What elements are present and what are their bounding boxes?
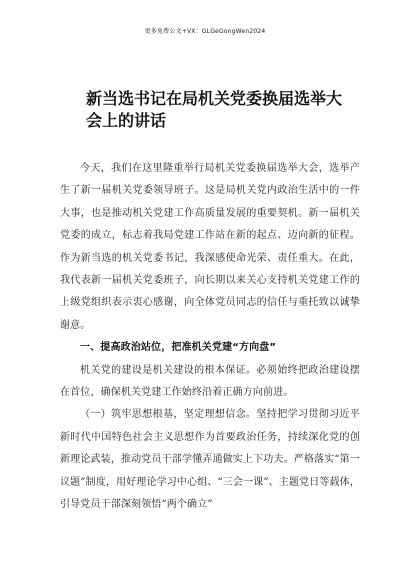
paragraph-section-1: 机关党的建设是机关建设的根本保证。必须始终把政治建设摆在首位，确保机关党建工作始终沿着正确方向前进。 bbox=[60, 364, 360, 399]
paragraph-subsection-1: （一）筑牢思想根基，坚定理想信念。坚持把学习贯彻习近平新时代中国特色社会主义思想作为首要政治任务，持续深化党的创新理论武装，推动党员干部学懂弄通做实上下功夫。严格落实“第一议题”制度，用好理论学习中心组、“三会一课”、主题党日等载体，引导党员干部深刻领悟“两个确立” bbox=[60, 409, 360, 511]
paragraph-intro: 今天，我们在这里隆重举行局机关党委换届选举大会，选举产生了新一届机关党委领导班子。这是局机关党内政治生活中的一件大事，也是推动机关党建工作高质量发展的重要契机。新一届机关党委的成立，标志着我局党建工作站在新的起点、迈向新的征程。作为新当选的机关党委书记，我深感使命光荣、责任重大。在此，我代表新一届机关党委班子，向长期以来关心支持机关党建工作的上级党组织表示衷心感谢，向全体党员同志的信任与重托致以诚挚谢意。 bbox=[60, 163, 360, 331]
title-line-2: 会上的讲话 bbox=[86, 111, 167, 130]
document-title bbox=[86, 88, 386, 132]
header-note: 更多免费公文+VX：GLGeGongWen2024 bbox=[144, 28, 266, 35]
section-heading-1: 一、提高政治站位，把准机关党建“方向盘” bbox=[80, 342, 277, 354]
title-line-1: 新当选书记在局机关党委换届选举大 bbox=[86, 89, 343, 108]
document-body bbox=[60, 158, 360, 517]
